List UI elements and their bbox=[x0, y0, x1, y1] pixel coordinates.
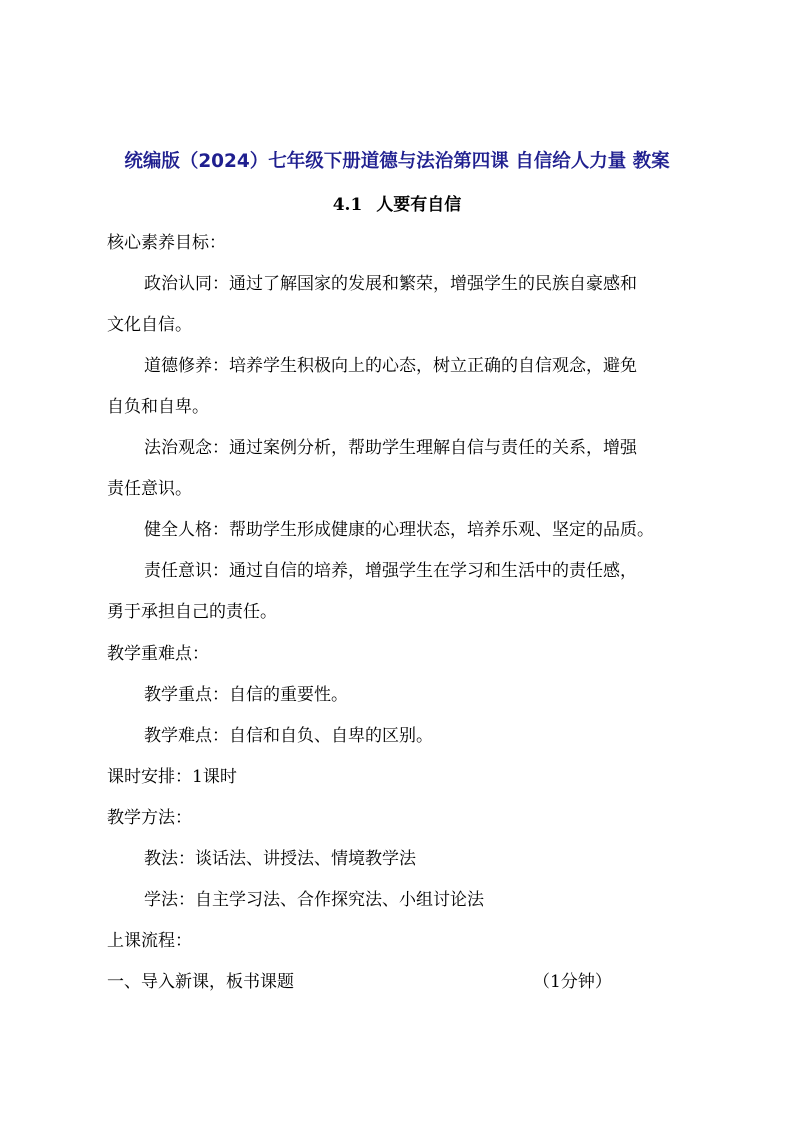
key-heading: 教学重难点： bbox=[107, 644, 209, 664]
hard-point: 教学难点：自信和自负、自卑的区别。 bbox=[144, 726, 433, 746]
core-item-1-line-2: 文化自信。 bbox=[107, 315, 192, 335]
core-item-2-line-1: 道德修养：培养学生积极向上的心态，树立正确的自信观念，避免 bbox=[144, 356, 637, 376]
core-item-1-line-1: 政治认同：通过了解国家的发展和繁荣，增强学生的民族自豪感和 bbox=[144, 274, 637, 294]
step-1: 一、导入新课，板书课题 bbox=[107, 972, 294, 992]
core-heading: 核心素养目标： bbox=[107, 233, 226, 253]
learn-method: 学法：自主学习法、合作探究法、小组讨论法 bbox=[144, 890, 484, 910]
section-title: 人要有自信 bbox=[376, 195, 462, 215]
section-number: 4.1 bbox=[332, 195, 363, 215]
core-item-5-line-1: 责任意识：通过自信的培养，增强学生在学习和生活中的责任感， bbox=[144, 561, 637, 581]
core-item-4-line-1: 健全人格：帮助学生形成健康的心理状态，培养乐观、坚定的品质。 bbox=[144, 520, 654, 540]
key-point: 教学重点：自信的重要性。 bbox=[144, 685, 348, 705]
method-heading: 教学方法： bbox=[107, 808, 192, 828]
core-item-3-line-1: 法治观念：通过案例分析，帮助学生理解自信与责任的关系，增强 bbox=[144, 438, 637, 458]
teach-method: 教法：谈话法、讲授法、情境教学法 bbox=[144, 849, 416, 869]
section-subtitle bbox=[0, 190, 794, 215]
flow-heading: 上课流程： bbox=[107, 931, 192, 951]
core-item-5-line-2: 勇于承担自己的责任。 bbox=[107, 602, 277, 622]
schedule: 课时安排：1课时 bbox=[107, 767, 237, 787]
core-item-2-line-2: 自负和自卑。 bbox=[107, 397, 209, 417]
step-1-time: （1分钟） bbox=[533, 972, 612, 992]
document-title: 统编版（2024）七年级下册道德与法治第四课 自信给人力量 教案 bbox=[124, 151, 670, 172]
core-item-3-line-2: 责任意识。 bbox=[107, 479, 192, 499]
